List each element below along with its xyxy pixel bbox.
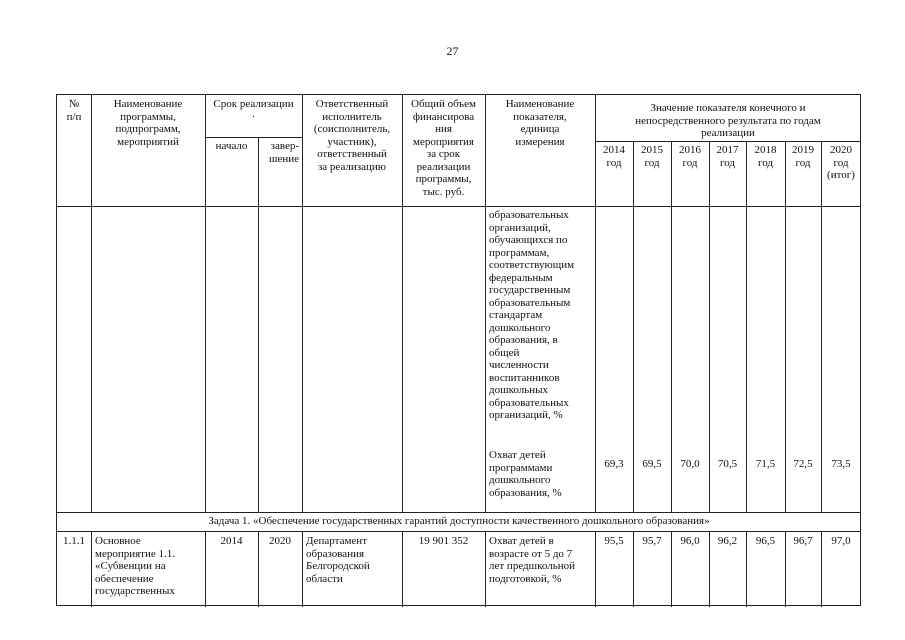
header-year-2015: 2015 год: [641, 144, 663, 169]
header-year-2017: 2017 год: [716, 144, 739, 169]
coverage-value-2014: 69,3: [604, 458, 624, 470]
coverage-value-2017: 70,5: [717, 458, 738, 470]
header-year-2019: 2019 год: [792, 144, 814, 169]
coverage-value-2020: 73,5: [831, 458, 851, 470]
header-values-title: Значение показателя конечного и непосредственного результата по годам реализации: [635, 102, 821, 139]
header-indicator: Наименование показателя, единица измерения: [505, 98, 575, 148]
row-111-value-2016: 96,0: [680, 535, 700, 547]
row-111-name: Основное мероприятие 1.1. «Субвенции на обеспечение государственных: [95, 535, 176, 597]
row-111-num: 1.1.1: [63, 535, 85, 547]
row-111-start: 2014: [220, 535, 243, 547]
row-111-value-2018: 96,5: [755, 535, 776, 547]
coverage-value-2019: 72,5: [793, 458, 813, 470]
header-year-2016: 2016 год: [679, 144, 701, 169]
task-row: Задача 1. «Обеспечение государственных гарантий доступности качественного дошкольного образования»: [208, 515, 710, 527]
row-111-executor: Департамент образования Белгородской области: [306, 535, 370, 585]
header-term: Срок реализации: [213, 98, 294, 110]
row-111-value-2019: 96,7: [793, 535, 813, 547]
coverage-indicator: Охват детей программами дошкольного образования, %: [489, 449, 562, 499]
header-executor: Ответственный исполнитель (соисполнитель, участник), ответственный за реализацию: [313, 98, 391, 173]
header-name: Наименование программы, подпрограмм, мероприятий: [113, 98, 183, 148]
row-111-value-2015: 95,7: [642, 535, 662, 547]
header-year-2018: 2018 год: [754, 144, 777, 169]
row-111-end: 2020: [269, 535, 291, 547]
header-term-dot: ·: [251, 111, 256, 123]
row-111-indicator: Охват детей в возрасте от 5 до 7 лет предшкольной подготовкой, %: [489, 535, 576, 585]
row-111-value-2017: 96,2: [717, 535, 738, 547]
coverage-value-2018: 71,5: [755, 458, 776, 470]
coverage-value-2016: 70,0: [680, 458, 700, 470]
header-start: начало: [215, 140, 248, 152]
header-financing: Общий объем финансирова ния мероприятия за срок реализации программы, тыс. руб.: [411, 98, 476, 198]
continuation-indicator-text: образовательных организаций, обучающихся по программам, соответствующим федеральным государственным образовательным стандартам дошкольного образования, в общей численности воспитанников дошкольных образовательных организаций, %: [489, 209, 575, 421]
row-111-value-2020: 97,0: [831, 535, 851, 547]
header-num: № п/п: [66, 98, 82, 123]
header-year-2014: 2014 год: [603, 144, 625, 169]
row-111-value-2014: 95,5: [604, 535, 624, 547]
row-111-financing: 19 901 352: [418, 535, 469, 547]
header-end: завер- шение: [268, 140, 299, 165]
coverage-value-2015: 69,5: [642, 458, 662, 470]
page-number: 27: [446, 44, 459, 58]
indicators-table: [56, 94, 861, 606]
header-year-2020: 2020 год (итог): [827, 144, 855, 181]
